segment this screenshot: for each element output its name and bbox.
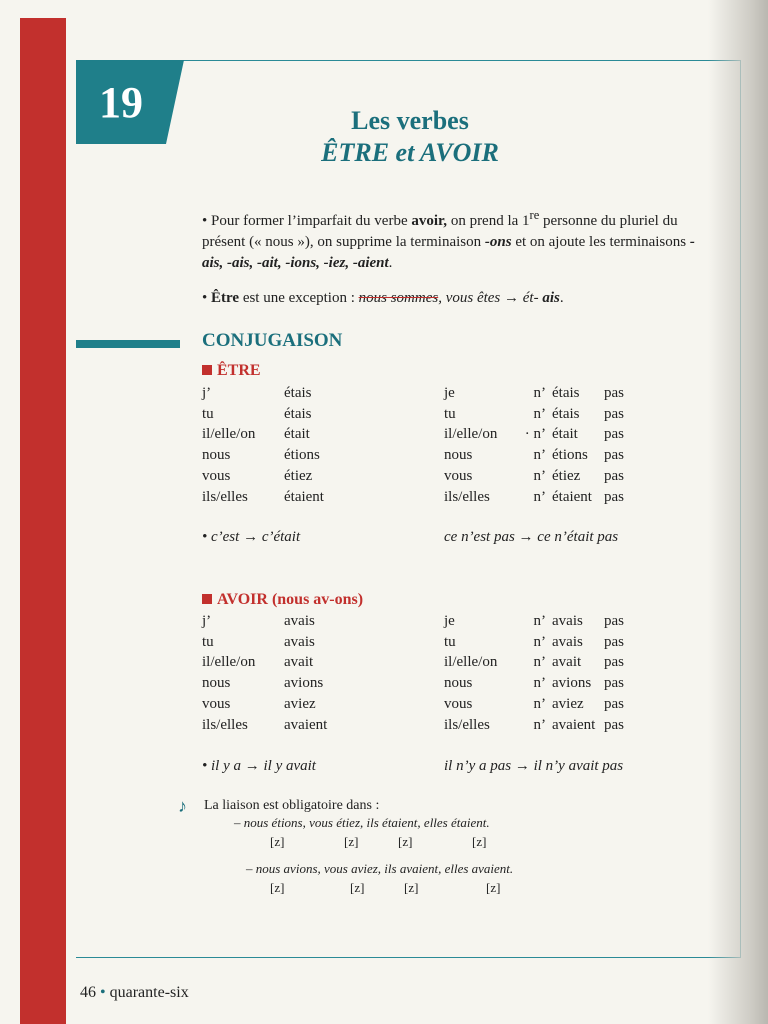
page-number: 46 xyxy=(80,984,96,1001)
pronoun: tu xyxy=(444,633,456,650)
negative-conjugation-row xyxy=(444,611,624,632)
pronoun: ils/elles xyxy=(444,488,490,505)
liaison-z: [z] xyxy=(398,834,413,849)
liaison-line-2: – nous avions, vous aviez, ils avaient, elles avaient. xyxy=(246,861,514,876)
pronoun: nous xyxy=(202,675,231,692)
pronoun: ils/elles xyxy=(202,488,248,505)
verb-form: étais xyxy=(552,385,580,401)
pronoun: il/elle/on xyxy=(202,426,256,443)
negation-ne: n’ xyxy=(533,654,546,671)
conjugation-row xyxy=(202,383,374,404)
conjugation-row xyxy=(202,424,374,445)
negation-ne: n’ xyxy=(533,675,546,692)
conjugation-row xyxy=(202,673,374,694)
liaison-z: [z] xyxy=(344,834,359,849)
pronoun: vous xyxy=(444,467,473,484)
negation-pas: pas xyxy=(604,654,624,671)
negation-ne: n’ xyxy=(533,467,546,484)
conjugation-row xyxy=(202,694,374,715)
pronoun: nous xyxy=(202,447,231,464)
negative-conjugation-row xyxy=(444,383,624,404)
intro-paragraph-2: • Être est une exception : nous sommes, vous êtes → ét- ais. xyxy=(202,290,564,306)
negation-ne: n’ xyxy=(533,716,546,733)
pronoun: nous xyxy=(444,447,473,464)
page-number-words: quarante-six xyxy=(109,984,189,1001)
pronoun: ils/elles xyxy=(444,716,490,733)
negation-ne: n’ xyxy=(533,405,546,422)
title-line-2: ÊTRE et AVOIR xyxy=(321,138,499,167)
negative-conjugation-row xyxy=(444,652,624,673)
verb-form: étiez xyxy=(284,467,313,484)
pronoun: tu xyxy=(202,633,214,650)
conjugation-row xyxy=(202,445,374,466)
verb-form: avais xyxy=(552,633,583,650)
negation-ne: n’ xyxy=(533,488,546,505)
negative-conjugation-row xyxy=(444,424,624,445)
pronoun: j’ xyxy=(202,385,212,401)
negative-conjugation-row xyxy=(444,694,624,715)
negation-pas: pas xyxy=(604,675,624,692)
verb-form: avions xyxy=(552,675,592,692)
verb-form: avaient xyxy=(552,716,596,733)
negation-pas: pas xyxy=(604,488,624,505)
pronoun: j’ xyxy=(202,613,212,629)
negation-pas: pas xyxy=(604,405,624,422)
negation-ne: n’ xyxy=(533,613,546,629)
avoir-negative-table xyxy=(444,611,624,735)
avoir-heading: AVOIR (nous av-ons) xyxy=(202,591,363,609)
negation-ne: n’ xyxy=(533,633,546,650)
verb-form: étiez xyxy=(552,467,581,484)
pronoun: il/elle/on xyxy=(202,654,256,671)
page-footer xyxy=(80,984,189,1002)
verb-form: avait xyxy=(552,654,582,671)
conjugation-row xyxy=(202,652,374,673)
negation-ne: n’ xyxy=(533,447,546,464)
verb-form: avais xyxy=(552,613,583,629)
conjugaison-heading: CONJUGAISON xyxy=(202,330,343,351)
verb-form: avaient xyxy=(284,716,328,733)
etre-affirmative-table xyxy=(202,383,374,507)
liaison-z: [z] xyxy=(350,880,365,895)
verb-form: était xyxy=(552,426,578,443)
liaison-line-1: – nous étions, vous étiez, ils étaient, elles étaient. xyxy=(234,815,490,830)
conjugation-row xyxy=(202,611,374,632)
verb-form: étions xyxy=(284,447,320,464)
negative-conjugation-row xyxy=(444,466,624,487)
pronoun: il/elle/on xyxy=(444,426,498,443)
title-line-1: Les verbes xyxy=(351,106,469,135)
music-note-icon: ♪ xyxy=(178,796,187,816)
negative-conjugation-row xyxy=(444,487,624,508)
verb-form: aviez xyxy=(284,695,316,712)
negation-pas: pas xyxy=(604,467,624,484)
footer-bullet: • xyxy=(100,984,106,1001)
pronoun: tu xyxy=(202,405,214,422)
pronoun: vous xyxy=(202,467,231,484)
intro-paragraph-1: • Pour former l’imparfait du verbe avoir, on prend la 1re personne du pluriel du présent (« nous »), on supprime la terminaison -ons et on ajoute les terminaisons -ais, -ais, -ait, -ions, -iez, -aient. xyxy=(202,208,695,271)
conjugation-row xyxy=(202,632,374,653)
liaison-z: [z] xyxy=(270,834,285,849)
conjugation-row xyxy=(202,715,374,736)
verb-form: avions xyxy=(284,675,324,692)
negation-pas: pas xyxy=(604,385,624,401)
negative-conjugation-row xyxy=(444,445,624,466)
liaison-z: [z] xyxy=(486,880,501,895)
page-gutter-shadow xyxy=(708,0,768,1024)
verb-form: étions xyxy=(552,447,588,464)
chapter-number-badge xyxy=(76,60,166,144)
negative-conjugation-row xyxy=(444,404,624,425)
negation-ne: n’ xyxy=(533,695,546,712)
negation-pas: pas xyxy=(604,695,624,712)
liaison-z: [z] xyxy=(472,834,487,849)
verb-form: avait xyxy=(284,654,314,671)
verb-form: étais xyxy=(284,385,312,401)
negative-conjugation-row xyxy=(444,715,624,736)
liaison-z: [z] xyxy=(404,880,419,895)
avoir-affirmative-table xyxy=(202,611,374,735)
negation-pas: pas xyxy=(604,613,624,629)
verb-form: étais xyxy=(284,405,312,422)
verb-form: avais xyxy=(284,613,315,629)
pronoun: vous xyxy=(444,695,473,712)
pronoun: vous xyxy=(202,695,231,712)
conjugation-row xyxy=(202,404,374,425)
conjugation-row xyxy=(202,487,374,508)
negative-conjugation-row xyxy=(444,632,624,653)
etre-heading: ÊTRE xyxy=(202,362,261,380)
liaison-z: [z] xyxy=(270,880,285,895)
verb-form: étaient xyxy=(552,488,592,505)
conjugation-row xyxy=(202,466,374,487)
pronoun: je xyxy=(444,385,455,401)
negation-ne: · n’ xyxy=(524,426,546,443)
pronoun: nous xyxy=(444,675,473,692)
pronoun: tu xyxy=(444,405,456,422)
verb-form: étais xyxy=(552,405,580,422)
verb-form: aviez xyxy=(552,695,584,712)
chapter-number: 19 xyxy=(99,77,143,127)
verb-form: étaient xyxy=(284,488,324,505)
negative-conjugation-row xyxy=(444,673,624,694)
etre-negative-table xyxy=(444,383,624,507)
liaison-intro: La liaison est obligatoire dans : xyxy=(204,798,380,813)
negation-pas: pas xyxy=(604,716,624,733)
section-rule xyxy=(76,340,180,348)
avoir-example-negative: il n’y a pas → il n’y avait pas xyxy=(444,758,624,774)
negation-pas: pas xyxy=(604,447,624,464)
etre-example-negative: ce n’est pas → ce n’était pas xyxy=(444,529,619,545)
red-margin-bar xyxy=(20,18,66,1024)
pronoun: je xyxy=(444,613,455,629)
negation-ne: n’ xyxy=(533,385,546,401)
etre-example-affirmative: • c’est → c’était xyxy=(202,529,301,545)
verb-form: avais xyxy=(284,633,315,650)
pronoun: il/elle/on xyxy=(444,654,498,671)
avoir-example-affirmative: • il y a → il y avait xyxy=(202,758,316,774)
verb-form: était xyxy=(284,426,310,443)
pronoun: ils/elles xyxy=(202,716,248,733)
negation-pas: pas xyxy=(604,426,624,443)
negation-pas: pas xyxy=(604,633,624,650)
